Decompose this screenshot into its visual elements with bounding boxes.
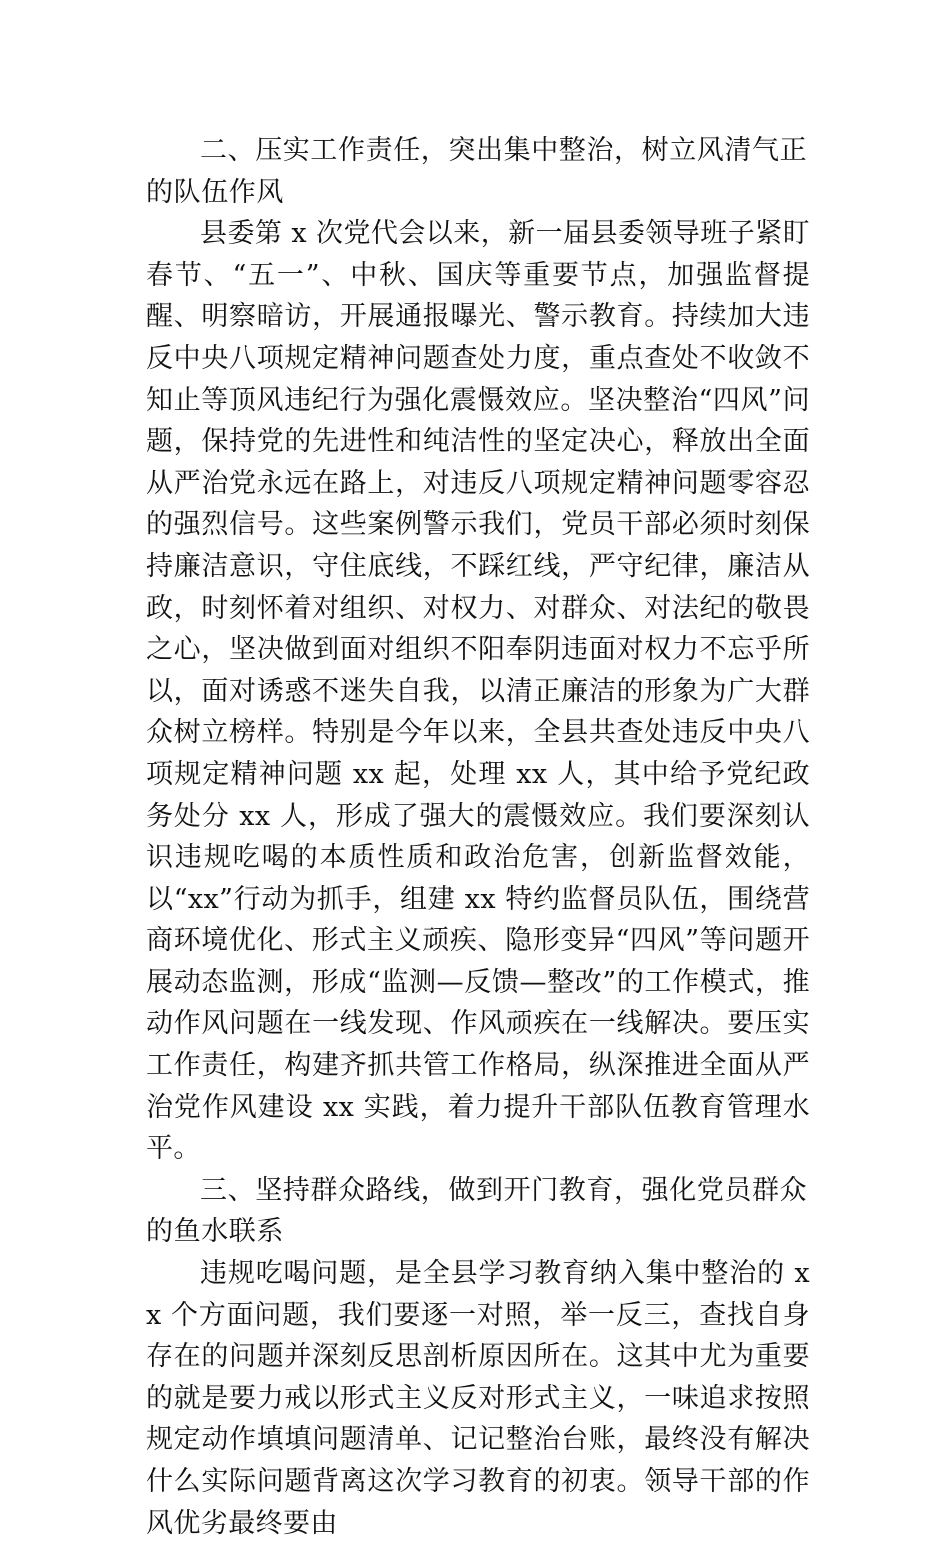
section-paragraph-3: 违规吃喝问题，是全县学习教育纳入集中整治的 xx 个方面问题，我们要逐一对照，举一反三，查找自身存在的问题并深刻反思剖析原因所在。这其中尤为重要的就是要力戒以形式主义反对形式主义，一味追求按照规定动作填填问题清单、记记整治台账，最终没有解决什么实际问题背离这次学习教育的初衷。领导干部的作风优劣最终要由 bbox=[146, 1258, 810, 1539]
document-body bbox=[146, 130, 810, 1544]
section-paragraph-2: 县委第 x 次党代会以来，新一届县委领导班子紧盯春节、“五一”、中秋、国庆等重要节点，加强监督提醒、明察暗访，开展通报曝光、警示教育。持续加大违反中央八项规定精神问题查处力度，重点查处不收敛不知止等顶风违纪行为强化震慑效应。坚决整治“四风”问题，保持党的先进性和纯洁性的坚定决心，释放出全面从严治党永远在路上，对违反八项规定精神问题零容忍的强烈信号。这些案例警示我们，党员干部必须时刻保持廉洁意识，守住底线，不踩红线，严守纪律，廉洁从政，时刻怀着对组织、对权力、对群众、对法纪的敬畏之心，坚决做到面对组织不阳奉阴违面对权力不忘乎所以，面对诱惑不迷失自我，以清正廉洁的形象为广大群众树立榜样。特别是今年以来，全县共查处违反中央八项规定精神问题 xx 起，处理 xx 人，其中给予党纪政务处分 xx 人，形成了强大的震慑效应。我们要深刻认识违规吃喝的本质性质和政治危害，创新监督效能，以“xx”行动为抓手，组建 xx 特约监督员队伍，围绕营商环境优化、形式主义顽疾、隐形变异“四风”等问题开展动态监测，形成“监测—反馈—整改”的工作模式，推动作风问题在一线发现、作风顽疾在一线解决。要压实工作责任，构建齐抓共管工作格局，纵深推进全面从严治党作风建设 xx 实践，着力提升干部队伍教育管理水平。 bbox=[146, 218, 810, 1165]
section-heading-2: 二、压实工作责任，突出集中整治，树立风清气正的队伍作风 bbox=[146, 135, 808, 208]
section-heading-3: 三、坚持群众路线，做到开门教育，强化党员群众的鱼水联系 bbox=[146, 1174, 808, 1248]
